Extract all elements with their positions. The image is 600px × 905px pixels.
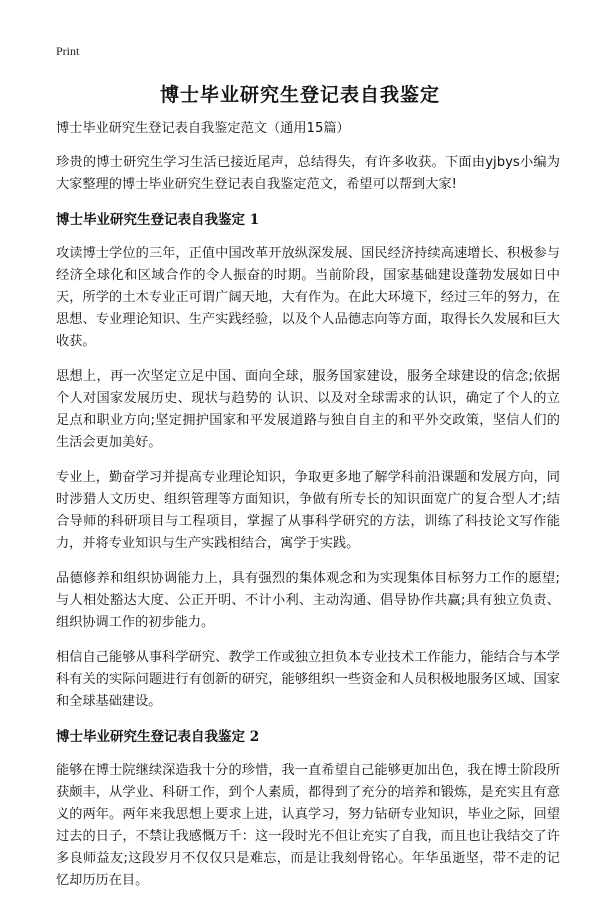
print-link[interactable]: Print bbox=[56, 44, 80, 58]
document-subtitle: 博士毕业研究生登记表自我鉴定范文（通用15篇） bbox=[56, 121, 350, 136]
paragraph: 思想上，再一次坚定立足中国、面向全球，服务国家建设，服务全球建设的信念;依据个人对国家发展历史、现状与趋势的 认识、以及对全球需求的认识，确定了个人的立足点和职业方向;坚定拥护国家和平发展道路与独自自主的和平外交政策，坚信人们的生活会更加美好。 bbox=[56, 369, 560, 450]
section-heading: 博士毕业研究生登记表自我鉴定 2 bbox=[56, 729, 260, 745]
paragraph: 攻读博士学位的三年，正值中国改革开放纵深发展、国民经济持续高速增长、积极参与经济全球化和区域合作的令人振奋的时期。当前阶段，国家基础建设蓬勃发展如日中天，所学的土木专业正可谓广阔天地，大有作为。在此大环境下，经过三年的努力，在思想、专业理论知识、生产实践经验，以及个人品德志向等方面，取得长久发展和巨大收获。 bbox=[56, 246, 560, 349]
intro-paragraph: 珍贵的博士研究生学习生活已接近尾声，总结得失，有许多收获。下面由yjbys小编为大家整理的博士毕业研究生登记表自我鉴定范文，希望可以帮到大家! bbox=[56, 155, 560, 192]
page-title: 博士毕业研究生登记表自我鉴定 bbox=[159, 84, 440, 106]
document-body bbox=[56, 118, 560, 905]
paragraph: 相信自己能够从事科学研究、教学工作或独立担负本专业技术工作能力，能结合与本学科有关的实际问题进行有创新的研究，能够组织一些资金和人员积极地服务区域、国家和全球基础建设。 bbox=[56, 650, 560, 709]
section-heading: 博士毕业研究生登记表自我鉴定 1 bbox=[56, 212, 260, 228]
paragraph: 品德修养和组织协调能力上，具有强烈的集体观念和为实现集体目标努力工作的愿望;与人相处豁达大度、公正开明、不计小利、主动沟通、倡导协作共赢;具有独立负责、组织协调工作的初步能力。 bbox=[56, 571, 560, 630]
paragraph: 能够在博士院继续深造我十分的珍惜，我一直希望自己能够更加出色，我在博士阶段所获颇丰，从学业、科研工作，到个人素质，都得到了充分的培养和锻炼，是充实且有意义的两年。两年来我思想上要求上进，认真学习，努力钻研专业知识，毕业之际，回望过去的日子，不禁让我感慨万千：这一段时光不但让充实了自我，而且也让我结交了许多良师益友;这段岁月不仅仅只是难忘，而是让我刻骨铭心。年华虽逝坚，带不走的记忆却历历在目。 bbox=[56, 763, 560, 888]
paragraph: 专业上，勤奋学习并提高专业理论知识，争取更多地了解学科前沿课题和发展方向，同时涉猎人文历史、组织管理等方面知识，争做有所专长的知识面宽广的复合型人才;结合导师的科研项目与工程项目，掌握了从事科学研究的方法，训练了科技论文写作能力，并将专业知识与生产实践相结合，寓学于实践。 bbox=[56, 470, 560, 551]
